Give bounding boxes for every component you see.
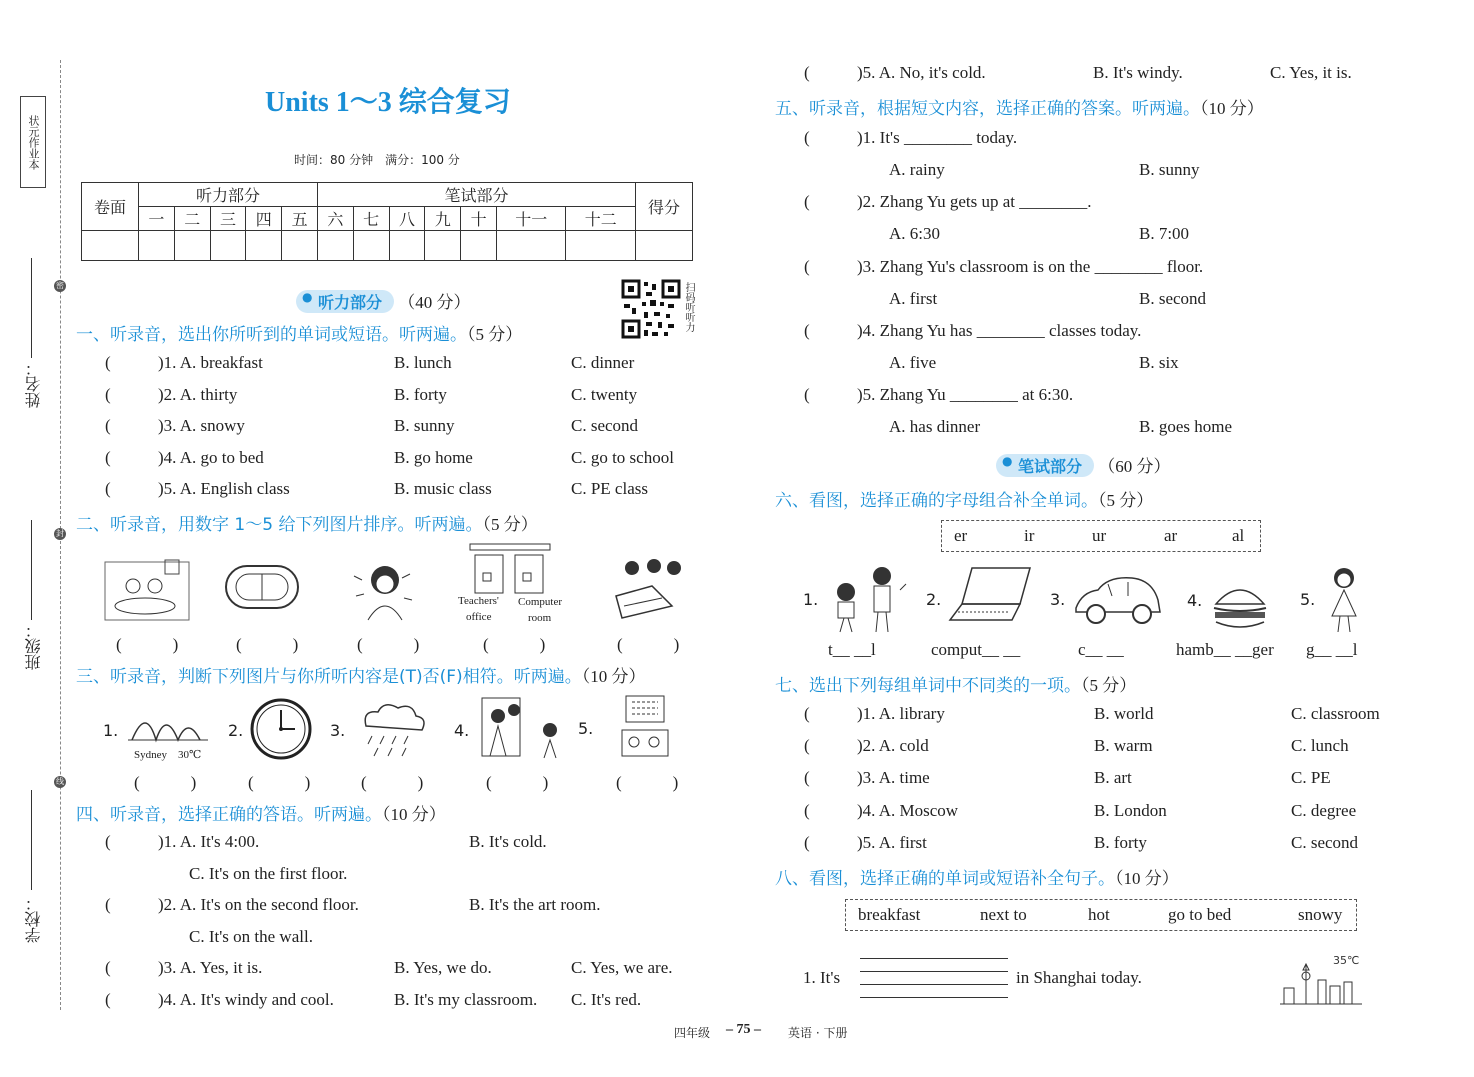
- answer-paren[interactable]: (: [804, 128, 810, 147]
- score-cell[interactable]: [317, 231, 353, 261]
- option-b: B. sunny: [394, 416, 455, 435]
- section-6-title: [775, 486, 1153, 511]
- col-3: 三: [210, 207, 246, 231]
- s5-item-3: [804, 255, 1404, 279]
- s4-item-2: [105, 893, 705, 917]
- col-9: 九: [425, 207, 461, 231]
- option-b: B. 7:00: [1139, 224, 1190, 243]
- answer-line[interactable]: [860, 958, 1008, 959]
- score-cell[interactable]: [246, 231, 282, 261]
- option-b: B. London: [1094, 801, 1167, 820]
- option-a: )5. A. first: [857, 833, 927, 852]
- school-label: 学校：: [24, 895, 43, 943]
- option-a: )1. A. breakfast: [158, 353, 263, 372]
- option-a: )3. A. snowy: [158, 416, 245, 435]
- section-8-title: [775, 864, 1179, 889]
- s7-item-3: [804, 766, 1404, 790]
- option-a: )4. A. It's windy and cool.: [158, 990, 334, 1009]
- s5-item-2-options: [889, 222, 1389, 246]
- answer-paren[interactable]: (: [804, 385, 810, 404]
- section-6-text: 六、看图，选择正确的字母组合补全单词。: [775, 491, 1098, 511]
- section-1-text: 一、听录音，选出你所听到的单词或短语。听两遍。: [76, 325, 467, 345]
- s7-item-5: [804, 831, 1404, 855]
- score-cell[interactable]: [210, 231, 246, 261]
- two-doors-picture: [469, 543, 551, 595]
- car-picture: [1072, 572, 1164, 628]
- col-8: 八: [389, 207, 425, 231]
- option-c: C. lunch: [1291, 736, 1349, 755]
- option-c: C. Yes, we are.: [571, 958, 673, 977]
- s7-item-4: [804, 799, 1404, 823]
- booklet-label: 状元作业本: [20, 96, 46, 188]
- answer-paren[interactable]: ( ): [236, 635, 299, 654]
- s4-item-1-c: C. It's on the first floor.: [189, 864, 348, 883]
- answer-paren[interactable]: (: [804, 801, 810, 820]
- answer-paren[interactable]: (: [804, 704, 810, 723]
- answer-paren[interactable]: (: [804, 768, 810, 787]
- score-cell[interactable]: [174, 231, 210, 261]
- option-b: B. It's the art room.: [469, 895, 601, 914]
- s8-q1-end: in Shanghai today.: [1016, 968, 1142, 987]
- answer-paren[interactable]: (: [804, 321, 810, 340]
- s4-item-3: [105, 956, 705, 980]
- page-number: – 75 –: [726, 1022, 761, 1037]
- name-label: 姓名：: [24, 360, 43, 408]
- answer-paren[interactable]: ( ): [616, 773, 679, 792]
- col-7: 七: [353, 207, 389, 231]
- writing-part-header: [996, 452, 1171, 477]
- answer-paren[interactable]: ( ): [617, 635, 680, 654]
- section-4-points: （10 分）: [382, 805, 446, 824]
- section-8-points: （10 分）: [1115, 869, 1179, 888]
- listening-header: 听力部分: [139, 183, 318, 207]
- teachers-office-label-2: office: [466, 611, 492, 623]
- option-b: B. music class: [394, 479, 492, 498]
- option-b: B. It's windy.: [1093, 63, 1183, 82]
- s1-item-1: [105, 351, 705, 375]
- laptop-picture: [948, 566, 1032, 622]
- col-10: 十: [461, 207, 497, 231]
- s7-item-2: [804, 734, 1404, 758]
- section-3-title: [76, 662, 645, 687]
- score-cell[interactable]: [496, 231, 565, 261]
- option-a: )2. A. It's on the second floor.: [158, 895, 359, 914]
- section-1-title: [76, 320, 522, 345]
- listening-pill: ● 听力部分: [296, 290, 394, 313]
- answer-paren[interactable]: (: [105, 416, 111, 435]
- section-5-title: [775, 94, 1264, 119]
- section-2-points: （5 分）: [482, 515, 538, 534]
- answer-paren[interactable]: ( ): [483, 635, 546, 654]
- answer-paren[interactable]: (: [804, 833, 810, 852]
- letter-option: al: [1232, 526, 1245, 545]
- qr-caption: 扫码听听力: [683, 282, 694, 332]
- footer-subject: 英语 · 下册: [788, 1026, 848, 1040]
- option-b: B. sunny: [1139, 160, 1200, 179]
- family-breakfast-picture: [103, 556, 191, 622]
- s1-item-3: [105, 414, 705, 438]
- answer-paren[interactable]: (: [804, 63, 810, 82]
- seal-dot-1: 密: [56, 281, 64, 290]
- s4-item-5: [804, 61, 1404, 85]
- option-b: B. warm: [1094, 736, 1153, 755]
- option-b: B. Yes, we do.: [394, 958, 492, 977]
- label-line: Teachers': [458, 595, 499, 607]
- score-table: [81, 182, 693, 261]
- sydney-opera-house-picture: [126, 700, 210, 746]
- option-b: B. go home: [394, 448, 473, 467]
- section-5-text: 五、听录音，根据短文内容，选择正确的答案。听两遍。: [775, 99, 1200, 119]
- s5-item-5: [804, 383, 1404, 407]
- option-c: C. PE: [1291, 768, 1331, 787]
- col-4: 四: [246, 207, 282, 231]
- answer-paren[interactable]: (: [105, 832, 111, 851]
- question: )3. Zhang Yu's classroom is on the ________ floor.: [857, 257, 1204, 276]
- question: )5. Zhang Yu ________ at 6:30.: [857, 385, 1074, 404]
- section-7-text: 七、选出下列每组单词中不同类的一项。: [775, 676, 1081, 696]
- s3-num-1: 1.: [103, 721, 119, 740]
- s7-item-1: [804, 702, 1404, 726]
- footer-grade: 四年级: [674, 1026, 711, 1040]
- tall-short-boys-picture: [828, 566, 910, 634]
- option-c: C. classroom: [1291, 704, 1380, 723]
- s5-item-5-options: [889, 415, 1389, 439]
- letter-option: er: [954, 526, 968, 545]
- s3-num-2: 2.: [228, 721, 244, 740]
- score-cell[interactable]: [461, 231, 497, 261]
- s5-item-3-options: [889, 287, 1389, 311]
- option-c: C. It's red.: [571, 990, 642, 1009]
- hamburger-picture: [1212, 582, 1268, 632]
- temperature-label: 35℃: [1333, 954, 1360, 967]
- score-cell[interactable]: [389, 231, 425, 261]
- section-1-points: （5 分）: [467, 325, 523, 344]
- answer-line[interactable]: [860, 984, 1008, 985]
- answer-paren[interactable]: ( ): [248, 773, 311, 792]
- option-b: B. six: [1139, 353, 1179, 372]
- col-1: 一: [139, 207, 175, 231]
- option-c: C. Yes, it is.: [1270, 63, 1352, 82]
- answer-paren[interactable]: ( ): [116, 635, 179, 654]
- answer-paren[interactable]: (: [804, 192, 810, 211]
- answer-line[interactable]: [860, 971, 1008, 972]
- option-c: C. twenty: [571, 385, 638, 404]
- option-a: A. has dinner: [889, 417, 981, 436]
- class-label: 班级：: [24, 622, 43, 670]
- s8-q1-start: 1. It's: [803, 968, 841, 987]
- answer-paren[interactable]: (: [105, 385, 111, 404]
- s1-item-5: [105, 477, 705, 501]
- class-blank[interactable]: [31, 520, 32, 620]
- word-option: breakfast: [858, 905, 921, 924]
- answer-line[interactable]: [860, 997, 1008, 998]
- col-12: 十二: [566, 207, 636, 231]
- s5-item-2: [804, 190, 1404, 214]
- section-4-title: [76, 800, 446, 825]
- s6-num-1: 1.: [803, 590, 819, 609]
- computer-room-label: Computer: [518, 596, 562, 608]
- score-cell[interactable]: [353, 231, 389, 261]
- section-3-points: （10 分）: [581, 667, 646, 686]
- option-b: B. world: [1094, 704, 1154, 723]
- question: )4. Zhang Yu has ________ classes today.: [857, 321, 1142, 340]
- art-room-picture: [618, 694, 672, 758]
- option-a: )3. A. Yes, it is.: [158, 958, 263, 977]
- juanmian-header: 卷面: [82, 183, 139, 231]
- s5-item-1-options: [889, 158, 1389, 182]
- word-option: go to bed: [1168, 905, 1232, 924]
- option-c: C. go to school: [571, 448, 674, 467]
- option-b: B. It's cold.: [469, 832, 547, 851]
- option-a: )5. A. English class: [158, 479, 290, 498]
- school-blank[interactable]: [31, 790, 32, 890]
- option-a: A. first: [889, 289, 938, 308]
- section-4-text: 四、听录音，选择正确的答语。听两遍。: [76, 805, 382, 825]
- section-2-text: 二、听录音，用数字 1～5 给下列图片排序。听两遍。: [76, 515, 483, 535]
- question: )2. Zhang Yu gets up at ________.: [857, 192, 1092, 211]
- s1-item-4: [105, 446, 705, 470]
- answer-paren[interactable]: (: [105, 895, 111, 914]
- answer-paren[interactable]: ( ): [357, 635, 420, 654]
- col-2: 二: [174, 207, 210, 231]
- option-b: B. art: [1094, 768, 1132, 787]
- s6-word-4[interactable]: hamb__ __ger: [1176, 640, 1274, 659]
- option-a: )2. A. cold: [857, 736, 929, 755]
- answer-paren[interactable]: (: [105, 448, 111, 467]
- s4-item-4: [105, 988, 705, 1012]
- girl-picture: [1324, 566, 1364, 634]
- option-a: )4. A. go to bed: [158, 448, 264, 467]
- option-b: B. goes home: [1139, 417, 1233, 436]
- score-cell[interactable]: [282, 231, 318, 261]
- word-option: hot: [1088, 905, 1110, 924]
- answer-paren[interactable]: ( ): [361, 773, 424, 792]
- writing-points: （60 分）: [1098, 457, 1171, 476]
- teachers-office-label: [458, 595, 499, 607]
- letter-option: ar: [1164, 526, 1178, 545]
- section-8-text: 八、看图，选择正确的单词或短语补全句子。: [775, 869, 1115, 889]
- option-a: A. five: [889, 353, 937, 372]
- name-blank[interactable]: [31, 258, 32, 358]
- writing-header: 笔试部分: [317, 183, 635, 207]
- computer-room-label-2: room: [528, 612, 552, 624]
- col-5: 五: [282, 207, 318, 231]
- section-7-title: [775, 671, 1136, 696]
- s4-item-2-c: C. It's on the wall.: [189, 927, 313, 946]
- s5-item-4-options: [889, 351, 1389, 375]
- cold-girl-picture: [350, 556, 420, 622]
- score-cell[interactable]: [82, 231, 139, 261]
- s6-word-3[interactable]: c__ __: [1078, 640, 1124, 659]
- s6-num-5: 5.: [1300, 590, 1316, 609]
- s6-num-2: 2.: [926, 590, 942, 609]
- option-c: C. second: [571, 416, 639, 435]
- s3-num-3: 3.: [330, 721, 346, 740]
- exam-meta: 时间：80 分钟 满分：100 分: [294, 153, 460, 167]
- option-c: C. dinner: [571, 353, 635, 372]
- answer-paren[interactable]: (: [105, 990, 111, 1009]
- score-cell[interactable]: [636, 231, 693, 261]
- option-a: )3. A. time: [857, 768, 930, 787]
- answer-paren[interactable]: (: [105, 353, 111, 372]
- seal-dot-3: 线: [56, 777, 64, 786]
- option-b: B. lunch: [394, 353, 452, 372]
- s4-item-1: [105, 830, 705, 854]
- listening-part-header: [296, 288, 471, 313]
- defen-header: 得分: [636, 183, 693, 231]
- option-b: B. forty: [394, 385, 447, 404]
- answer-paren[interactable]: ( ): [486, 773, 549, 792]
- seal-dot-2: 封: [56, 529, 64, 538]
- option-b: B. second: [1139, 289, 1207, 308]
- clock-picture: [250, 698, 312, 760]
- section-3-text: 三、听录音，判断下列图片与你所听内容是(T)否(F)相符。听两遍。: [76, 667, 582, 687]
- option-c: C. PE class: [571, 479, 648, 498]
- section-5-points: （10 分）: [1200, 99, 1264, 118]
- s5-item-1: [804, 126, 1404, 150]
- col-6: 六: [317, 207, 353, 231]
- word-option: next to: [980, 905, 1027, 924]
- kids-door-picture: [478, 696, 562, 760]
- answer-paren[interactable]: (: [804, 257, 810, 276]
- s6-word-1[interactable]: t__ __l: [828, 640, 876, 659]
- col-11: 十一: [496, 207, 565, 231]
- sydney-caption: Sydney 30℃: [134, 749, 202, 761]
- listening-points: （40 分）: [398, 293, 471, 312]
- score-cell[interactable]: [139, 231, 175, 261]
- letter-option: ir: [1024, 526, 1035, 545]
- answer-paren[interactable]: (: [105, 479, 111, 498]
- s6-word-5[interactable]: g__ __l: [1306, 640, 1358, 659]
- s6-word-2[interactable]: comput__ __: [931, 640, 1021, 659]
- option-a: )1. A. It's 4:00.: [158, 832, 260, 851]
- running-track-picture: [224, 562, 300, 612]
- section-2-title: [76, 510, 538, 535]
- option-b: B. forty: [1094, 833, 1147, 852]
- rain-cloud-picture: [356, 700, 430, 758]
- s6-letter-box: [941, 520, 1261, 552]
- s1-item-2: [105, 383, 705, 407]
- option-a: )4. A. Moscow: [857, 801, 959, 820]
- answer-paren[interactable]: ( ): [134, 773, 197, 792]
- s3-num-5: 5.: [578, 719, 594, 738]
- s5-item-4: [804, 319, 1404, 343]
- option-b: B. It's my classroom.: [394, 990, 538, 1009]
- word-option: snowy: [1298, 905, 1343, 924]
- option-c: C. second: [1291, 833, 1359, 852]
- score-cell[interactable]: [566, 231, 636, 261]
- option-a: )5. A. No, it's cold.: [857, 63, 986, 82]
- writing-pill: ● 笔试部分: [996, 454, 1094, 477]
- section-7-points: （5 分）: [1081, 676, 1137, 695]
- score-cell[interactable]: [425, 231, 461, 261]
- answer-paren[interactable]: (: [105, 958, 111, 977]
- option-a: A. rainy: [889, 160, 945, 179]
- s6-num-4: 4.: [1187, 591, 1203, 610]
- s8-word-box: [845, 899, 1357, 931]
- option-a: )1. A. library: [857, 704, 945, 723]
- s6-num-3: 3.: [1050, 590, 1066, 609]
- qr-code-icon: [622, 280, 680, 338]
- answer-paren[interactable]: (: [804, 736, 810, 755]
- option-a: )2. A. thirty: [158, 385, 238, 404]
- option-a: A. 6:30: [889, 224, 940, 243]
- letter-option: ur: [1092, 526, 1107, 545]
- page-title: Units 1～3 综合复习: [265, 87, 511, 118]
- music-class-picture: [612, 556, 690, 622]
- option-c: C. degree: [1291, 801, 1357, 820]
- question: )1. It's ________ today.: [857, 128, 1018, 147]
- section-6-points: （5 分）: [1098, 491, 1154, 510]
- s3-num-4: 4.: [454, 721, 470, 740]
